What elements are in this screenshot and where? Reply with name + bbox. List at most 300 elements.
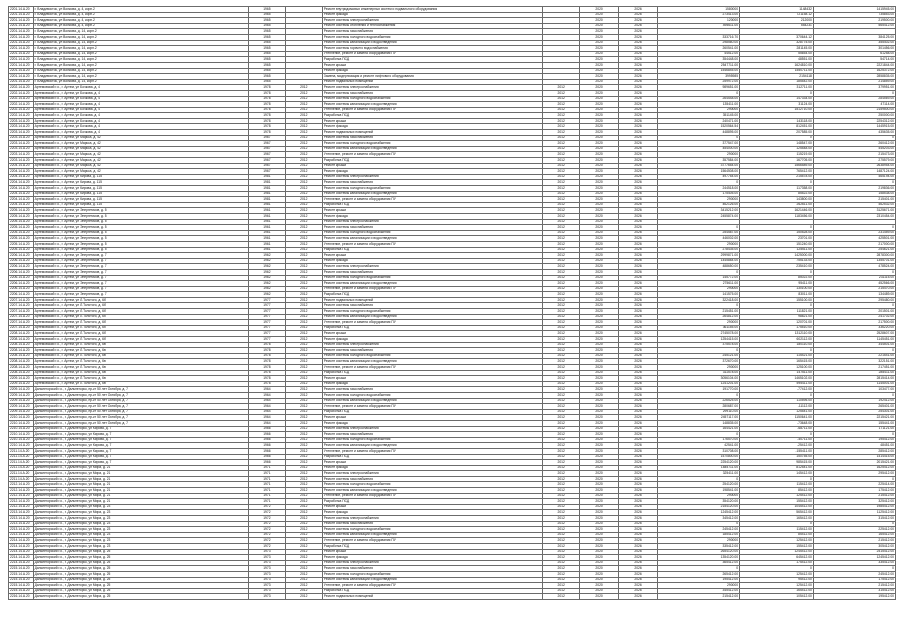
survey-year-cell: 2012 (543, 482, 580, 488)
work-type-cell: Ремонт системы электроснабжения (322, 18, 542, 24)
work-type-cell: Ремонт системы газоснабжения (322, 387, 542, 393)
cost-used-cell: 165412.00 (740, 516, 814, 522)
cost-used-cell: 143118.00 (740, 118, 814, 124)
build-year-cell: 1973 (248, 549, 285, 555)
survey-year-cell: 2012 (543, 258, 580, 264)
cost-total-cell: 315412.00 (813, 516, 895, 522)
build-year-cell: 1964 (248, 398, 285, 404)
cost-total-cell: 1445915.00 (813, 124, 895, 130)
plan-start-year-cell: 2020 (580, 29, 619, 35)
row-code-cell: 2213.14.A.20 (9, 521, 34, 527)
plan-end-year-cell: 2026 (619, 331, 658, 337)
cost-estimate-cell: 311578.00 (658, 370, 740, 376)
build-year-cell: 1972 (248, 504, 285, 510)
address-cell: Артемовский г.о., г. Артем, ул Маркса, д. 42 (33, 152, 248, 158)
survey-year-cell: 2012 (543, 169, 580, 175)
plan-end-year-cell: 2026 (619, 544, 658, 550)
cost-total-cell: 315412.00 (813, 588, 895, 594)
plan-end-year-cell: 2026 (619, 309, 658, 315)
survey-year-cell: 2012 (543, 404, 580, 410)
privatization-year-cell: 2012 (285, 437, 322, 443)
plan-start-year-cell: 2020 (580, 303, 619, 309)
address-cell: Дальнегорский г.о., г. Дальнегорск, ул Мира, д. 23 (33, 510, 248, 516)
build-year-cell: 1972 (248, 510, 285, 516)
privatization-year-cell: 2012 (285, 186, 322, 192)
cost-used-cell: 602112.00 (740, 337, 814, 343)
build-year-cell: 1961 (248, 230, 285, 236)
address-cell: Артемовский г.о., г. Артем, ул Энергетиков, д. 7 (33, 275, 248, 281)
cost-used-cell: 105412.00 (740, 594, 814, 600)
plan-end-year-cell: 2026 (619, 118, 658, 124)
privatization-year-cell: 2012 (285, 219, 322, 225)
work-type-cell: Утепление, ремонт и замена оборудования ПУ (322, 152, 542, 158)
plan-end-year-cell: 2026 (619, 79, 658, 85)
privatization-year-cell: 2012 (285, 213, 322, 219)
build-year-cell: 1967 (248, 146, 285, 152)
cost-total-cell: 254621.00 (813, 247, 895, 253)
row-code-cell: 2211.14.A.20 (9, 460, 34, 466)
address-cell: Артемовский г.о., г. Артем, ул Кирова, д. 115 (33, 180, 248, 186)
plan-end-year-cell: 2026 (619, 213, 658, 219)
address-cell: Дальнегорский г.о., г. Дальнегорск, ул Мира, д. 25 (33, 588, 248, 594)
plan-start-year-cell: 2020 (580, 247, 619, 253)
build-year-cell: 1977 (248, 314, 285, 320)
address-cell: г. Владивосток, ул Волкова, д. 14, корп.2 (33, 40, 248, 46)
cost-estimate-cell: 244518.00 (658, 186, 740, 192)
row-code-cell: 2206.14.A.20 (9, 286, 34, 292)
plan-start-year-cell: 2020 (580, 292, 619, 298)
survey-year-cell: 2012 (543, 202, 580, 208)
build-year-cell: 1965 (248, 12, 285, 18)
row-code-cell: 2211.14.A.20 (9, 471, 34, 477)
survey-year-cell: 2012 (543, 241, 580, 247)
build-year-cell: 1977 (248, 325, 285, 331)
cost-total-cell: 219500.00 (813, 18, 895, 24)
cost-estimate-cell: 1241201.00 (658, 381, 740, 387)
work-type-cell: Ремонт системы электроснабжения (322, 342, 542, 348)
cost-estimate-cell: 357584.00 (658, 158, 740, 164)
cost-estimate-cell: 1354120.00 (658, 555, 740, 561)
cost-estimate-cell: 446002.00 (658, 236, 740, 242)
cost-used-cell: 83011.00 (740, 292, 814, 298)
address-cell: Артемовский г.о., г. Артем, ул Л.Толстого, д. 6в (33, 359, 248, 365)
survey-year-cell: 2012 (543, 510, 580, 516)
privatization-year-cell: 2012 (285, 286, 322, 292)
survey-year-cell: 2012 (543, 348, 580, 354)
cost-total-cell: 217000.00 (813, 241, 895, 247)
cost-estimate-cell: 354448.00 (658, 57, 740, 63)
privatization-year-cell: 2012 (285, 465, 322, 471)
cost-used-cell: 812541.00 (740, 465, 814, 471)
work-type-cell: Ремонт системы газоснабжения (322, 135, 542, 141)
build-year-cell: 1961 (248, 225, 285, 231)
plan-end-year-cell: 2026 (619, 521, 658, 527)
work-type-cell: Ремонт крыши (322, 415, 542, 421)
cost-estimate-cell: 198541.00 (658, 488, 740, 494)
plan-end-year-cell: 2026 (619, 482, 658, 488)
plan-start-year-cell: 2020 (580, 381, 619, 387)
address-cell: Артемовский г.о., г. Артем, ул Энергетиков, д. 5 (33, 241, 248, 247)
privatization-year-cell: 2012 (285, 387, 322, 393)
address-cell: Артемовский г.о., г. Артем, ул Л.Толстого, д. 6б (33, 325, 248, 331)
plan-end-year-cell: 2026 (619, 404, 658, 410)
privatization-year-cell: 2012 (285, 264, 322, 270)
cost-used-cell: 143800.00 (740, 197, 814, 203)
address-cell: Артемовский г.о., г. Артем, ул Л.Толстого, д. 6б (33, 314, 248, 320)
plan-end-year-cell: 2026 (619, 281, 658, 287)
cost-used-cell: 1624810.00 (740, 62, 814, 68)
row-code-cell: 2210.14.A.20 (9, 437, 34, 443)
survey-year-cell: 2012 (543, 577, 580, 583)
privatization-year-cell: 2012 (285, 174, 322, 180)
plan-end-year-cell: 2026 (619, 465, 658, 471)
work-type-cell: Утепление, ремонт и замена оборудования ПУ (322, 583, 542, 589)
plan-start-year-cell: 2020 (580, 230, 619, 236)
cost-estimate-cell: 260541.00 (658, 46, 740, 52)
row-code-cell: 2209.14.A.20 (9, 381, 34, 387)
work-type-cell: Утепление, ремонт и замена оборудования ПУ (322, 51, 542, 57)
build-year-cell: 1971 (248, 471, 285, 477)
cost-estimate-cell: 3995985 (658, 74, 740, 80)
work-type-cell: Ремонт системы холодного водоснабжения (322, 96, 542, 102)
privatization-year-cell: 2012 (285, 202, 322, 208)
cost-used-cell: 148547.00 (740, 141, 814, 147)
plan-start-year-cell: 2020 (580, 588, 619, 594)
cost-used-cell: 0 (740, 521, 814, 527)
cost-total-cell: 175412.00 (813, 488, 895, 494)
work-type-cell: Замена, модернизация и ремонт лифтового оборудования (322, 74, 542, 80)
plan-end-year-cell: 2026 (619, 186, 658, 192)
cost-estimate-cell: 290000 (658, 320, 740, 326)
privatization-year-cell: 2012 (285, 376, 322, 382)
cost-total-cell: 1145001.00 (813, 381, 895, 387)
privatization-year-cell: 2012 (285, 588, 322, 594)
cost-total-cell: 219836.00 (813, 186, 895, 192)
address-cell: Артемовский г.о., г. Артем, ул Энергетиков, д. 7 (33, 264, 248, 270)
build-year-cell: 1981 (248, 186, 285, 192)
cost-estimate-cell: 185412.00 (658, 532, 740, 538)
survey-year-cell: 2012 (543, 426, 580, 432)
work-type-cell: Ремонт системы газоснабжения (322, 432, 542, 438)
cost-estimate-cell: 989651.00 (658, 85, 740, 91)
work-type-cell: Ремонт фасада (322, 68, 542, 74)
cost-used-cell: 95411.00 (740, 281, 814, 287)
cost-total-cell: 48451.00 (813, 443, 895, 449)
cost-used-cell: 115421.00 (740, 353, 814, 359)
plan-end-year-cell: 2026 (619, 135, 658, 141)
work-type-cell: Ремонт фасада (322, 381, 542, 387)
survey-year-cell: 2012 (543, 107, 580, 113)
survey-year-cell: 2012 (543, 521, 580, 527)
survey-year-cell: 2012 (543, 560, 580, 566)
work-type-cell: Утепление, ремонт и замена оборудования ПУ (322, 320, 542, 326)
plan-end-year-cell: 2026 (619, 448, 658, 454)
cost-estimate-cell: 254120.00 (658, 482, 740, 488)
cost-total-cell: 134489.00 (813, 292, 895, 298)
survey-year-cell: 2012 (543, 504, 580, 510)
row-code-cell: 2206.14.A.20 (9, 281, 34, 287)
build-year-cell: 1972 (248, 527, 285, 533)
cost-used-cell: 115412.00 (740, 482, 814, 488)
row-code-cell: 2207.14.A.20 (9, 303, 34, 309)
cost-used-cell: 125412.00 (740, 493, 814, 499)
work-type-cell: Утепление, ремонт и замена оборудования ПУ (322, 365, 542, 371)
cost-total-cell: 231459.00 (813, 230, 895, 236)
privatization-year-cell: 2012 (285, 404, 322, 410)
address-cell: Дальнегорский г.о., г. Дальнегорск, пр-кт 50 лет Октября, д. 7 (33, 392, 248, 398)
cost-estimate-cell: 141575.00 (658, 292, 740, 298)
plan-start-year-cell: 2020 (580, 158, 619, 164)
cost-total-cell: 0 (813, 90, 895, 96)
cost-total-cell: 285411.00 (813, 370, 895, 376)
cost-estimate-cell: 290000 (658, 365, 740, 371)
plan-start-year-cell: 2020 (580, 118, 619, 124)
cost-used-cell: 262611.00 (740, 202, 814, 208)
privatization-year-cell: 2012 (285, 337, 322, 343)
privatization-year-cell: 2012 (285, 392, 322, 398)
address-cell: Артемовский г.о., г. Артем, ул Л.Толстого, д. 6б (33, 297, 248, 303)
row-code-cell: 2214.14.A.20 (9, 560, 34, 566)
row-code-cell: 2201.14.A.20 (9, 7, 34, 13)
cost-total-cell: 103477.00 (813, 387, 895, 393)
cost-used-cell: 165412.00 (740, 588, 814, 594)
build-year-cell: 1965 (248, 29, 285, 35)
work-type-cell: Ремонт крыши (322, 253, 542, 259)
cost-estimate-cell: 280687.00 (658, 404, 740, 410)
cost-estimate-cell: 290000 (658, 538, 740, 544)
cost-estimate-cell: 454000.00 (658, 146, 740, 152)
cost-total-cell: 2528607.00 (813, 331, 895, 337)
plan-start-year-cell: 2020 (580, 241, 619, 247)
plan-end-year-cell: 2026 (619, 426, 658, 432)
cost-estimate-cell: 0 (658, 180, 740, 186)
address-cell: Артемовский г.о., г. Артем, ул Энергетиков, д. 5 (33, 230, 248, 236)
work-type-cell: Ремонт системы газоснабжения (322, 348, 542, 354)
row-code-cell: 2201.14.A.20 (9, 79, 34, 85)
plan-start-year-cell: 2020 (580, 516, 619, 522)
plan-start-year-cell: 2020 (580, 130, 619, 136)
cost-used-cell: 2154118 (740, 74, 814, 80)
cost-estimate-cell: 290000 (658, 241, 740, 247)
privatization-year-cell: 2012 (285, 331, 322, 337)
cost-total-cell: 301456.00 (813, 46, 895, 52)
cost-estimate-cell: 245121.00 (658, 353, 740, 359)
plan-end-year-cell: 2026 (619, 516, 658, 522)
cost-used-cell: 125412.00 (740, 538, 814, 544)
plan-start-year-cell: 2020 (580, 219, 619, 225)
privatization-year-cell: 2012 (285, 107, 322, 113)
privatization-year-cell: 2012 (285, 269, 322, 275)
row-code-cell: 2202.14.A.20 (9, 102, 34, 108)
address-cell: Артемовский г.о., г. Артем, ул Энергетиков, д. 7 (33, 286, 248, 292)
plan-start-year-cell: 2020 (580, 18, 619, 24)
survey-year-cell: 2012 (543, 96, 580, 102)
row-code-cell: 2213.14.A.20 (9, 532, 34, 538)
work-type-cell: Ремонт фасада (322, 337, 542, 343)
cost-estimate-cell: 290000 (658, 107, 740, 113)
cost-estimate-cell: 2455874.00 (658, 213, 740, 219)
address-cell: Дальнегорский г.о., г. Дальнегорск, ул Кирова, д. 7 (33, 448, 248, 454)
build-year-cell: 1965 (248, 7, 285, 13)
build-year-cell: 1978 (248, 359, 285, 365)
cost-estimate-cell: 375578.00 (658, 342, 740, 348)
work-type-cell: Утепление, ремонт и замена оборудования ПУ (322, 493, 542, 499)
plan-end-year-cell: 2026 (619, 51, 658, 57)
cost-total-cell: 335412.00 (813, 560, 895, 566)
cost-total-cell: 215401.00 (813, 197, 895, 203)
plan-end-year-cell: 2026 (619, 68, 658, 74)
cost-used-cell: 0 (740, 348, 814, 354)
cost-used-cell: 175412.00 (740, 560, 814, 566)
cost-total-cell: 1125412.00 (813, 510, 895, 516)
plan-end-year-cell: 2026 (619, 353, 658, 359)
privatization-year-cell: 2012 (285, 544, 322, 550)
plan-start-year-cell: 2020 (580, 476, 619, 482)
cost-estimate-cell: 322418.00 (658, 297, 740, 303)
cost-total-cell: 265401.00 (813, 404, 895, 410)
privatization-year-cell: 2012 (285, 325, 322, 331)
address-cell: г. Владивосток, ул Волкова, д. 14, корп.2 (33, 29, 248, 35)
row-code-cell: 2208.14.A.20 (9, 370, 34, 376)
cost-used-cell: 595411.00 (740, 381, 814, 387)
cost-used-cell: 1245412.00 (740, 549, 814, 555)
cost-total-cell: 1415945.00 (813, 7, 895, 13)
cost-total-cell: 250000.00 (813, 113, 895, 119)
work-type-cell: Ремонт фасада (322, 213, 542, 219)
survey-year-cell: 2012 (543, 516, 580, 522)
row-code-cell: 2213.14.A.20 (9, 510, 34, 516)
plan-start-year-cell: 2020 (580, 264, 619, 270)
survey-year-cell: 2012 (543, 281, 580, 287)
cost-total-cell: 435635.00 (813, 130, 895, 136)
row-code-cell: 2201.14.A.20 (9, 23, 34, 29)
build-year-cell: 1966 (248, 437, 285, 443)
privatization-year-cell: 2012 (285, 303, 322, 309)
cost-estimate-cell: 325411.00 (658, 471, 740, 477)
privatization-year-cell: 2012 (285, 247, 322, 253)
cost-estimate-cell: 254587.00 (658, 230, 740, 236)
cost-estimate-cell: 264812.00 (658, 314, 740, 320)
cost-used-cell: 185542.00 (740, 79, 814, 85)
plan-end-year-cell: 2026 (619, 471, 658, 477)
cost-estimate-cell: 462126.00 (658, 202, 740, 208)
plan-start-year-cell: 2020 (580, 107, 619, 113)
plan-start-year-cell: 2020 (580, 493, 619, 499)
plan-start-year-cell: 2020 (580, 532, 619, 538)
plan-start-year-cell: 2020 (580, 342, 619, 348)
work-type-cell: Ремонт системы холодного водоснабжения (322, 527, 542, 533)
survey-year-cell: 2012 (543, 152, 580, 158)
plan-end-year-cell: 2026 (619, 566, 658, 572)
survey-year-cell: 2012 (543, 286, 580, 292)
cost-total-cell: 2159500.00 (813, 107, 895, 113)
cost-estimate-cell: 3056104.00 (658, 376, 740, 382)
privatization-year-cell: 2012 (285, 476, 322, 482)
row-code-cell: 2201.14.A.20 (9, 18, 34, 24)
address-cell: Артемовский г.о., г. Артем, ул Бочкова, д. 4 (33, 124, 248, 130)
survey-year-cell: 2012 (543, 398, 580, 404)
plan-start-year-cell: 2020 (580, 208, 619, 214)
privatization-year-cell: 2012 (285, 460, 322, 466)
cost-total-cell: 462532.00 (813, 202, 895, 208)
capital-repair-table (8, 6, 896, 600)
build-year-cell: 1962 (248, 264, 285, 270)
survey-year-cell: 2012 (543, 365, 580, 371)
table-row (9, 594, 896, 600)
cost-total-cell: 379951.00 (813, 85, 895, 91)
cost-used-cell: 1183456.00 (740, 213, 814, 219)
cost-total-cell: 1487124.00 (813, 169, 895, 175)
cost-estimate-cell: 0 (658, 303, 740, 309)
address-cell: г. Владивосток, ул Волкова, д. 14, корп.2 (33, 74, 248, 80)
build-year-cell: 1962 (248, 253, 285, 259)
survey-year-cell: 2012 (543, 118, 580, 124)
plan-start-year-cell: 2020 (580, 169, 619, 175)
address-cell: г. Владивосток, ул Волкова, д. 14, корп.2 (33, 34, 248, 40)
work-type-cell: Утепление, ремонт и замена оборудования ПУ (322, 241, 542, 247)
build-year-cell: 1977 (248, 309, 285, 315)
cost-total-cell: 305412.00 (813, 544, 895, 550)
survey-year-cell: 2012 (543, 102, 580, 108)
address-cell: Артемовский г.о., г. Артем, ул Кирова, д. 115 (33, 186, 248, 192)
work-type-cell: Разработка ПСД (322, 325, 542, 331)
address-cell: Дальнегорский г.о., г. Дальнегорск, ул Мира, д. 23 (33, 527, 248, 533)
cost-used-cell: 812451.00 (740, 124, 814, 130)
row-code-cell: 2215.14.A.20 (9, 583, 34, 589)
cost-used-cell: 125541.00 (740, 409, 814, 415)
cost-total-cell: 0 (813, 432, 895, 438)
address-cell: Дальнегорский г.о., г. Дальнегорск, ул Мира, д. 25 (33, 549, 248, 555)
cost-used-cell: 95412.00 (740, 577, 814, 583)
survey-year-cell: 2012 (543, 331, 580, 337)
work-type-cell: Разработка ПСД (322, 454, 542, 460)
plan-start-year-cell: 2020 (580, 521, 619, 527)
plan-start-year-cell: 2020 (580, 102, 619, 108)
plan-end-year-cell: 2026 (619, 286, 658, 292)
cost-used-cell: 281145.00 (740, 46, 814, 52)
survey-year-cell: 2012 (543, 544, 580, 550)
work-type-cell: Разработка ПСД (322, 158, 542, 164)
survey-year-cell: 2012 (543, 186, 580, 192)
plan-end-year-cell: 2026 (619, 370, 658, 376)
build-year-cell: 1965 (248, 79, 285, 85)
cost-used-cell: 150755.00 (740, 454, 814, 460)
work-type-cell: Разработка ПСД (322, 499, 542, 505)
cost-total-cell: 0 (813, 476, 895, 482)
plan-start-year-cell: 2020 (580, 258, 619, 264)
plan-end-year-cell: 2026 (619, 174, 658, 180)
work-type-cell: Ремонт фасада (322, 420, 542, 426)
cost-estimate-cell: 1564508.00 (658, 169, 740, 175)
work-type-cell: Ремонт системы канализации и водоотведения (322, 532, 542, 538)
address-cell: Дальнегорский г.о., г. Дальнегорск, ул Мира, д. 21 (33, 465, 248, 471)
privatization-year-cell: 2012 (285, 549, 322, 555)
cost-estimate-cell: 0 (658, 432, 740, 438)
address-cell: Артемовский г.о., г. Артем, ул Энергетиков, д. 7 (33, 258, 248, 264)
cost-used-cell: 0 (740, 269, 814, 275)
cost-used-cell: 111821.00 (740, 309, 814, 315)
plan-start-year-cell: 2020 (580, 197, 619, 203)
work-type-cell: Ремонт системы канализации и водоотведения (322, 146, 542, 152)
address-cell: Дальнегорский г.о., г. Дальнегорск, пр-кт 50 лет Октября, д. 7 (33, 398, 248, 404)
cost-total-cell: 1985412.00 (813, 504, 895, 510)
row-code-cell: 2213.14.A.20 (9, 527, 34, 533)
work-type-cell: Ремонт подвальных помещений (322, 297, 542, 303)
cost-used-cell: 1425000.00 (740, 253, 814, 259)
row-code-cell: 2208.14.A.20 (9, 337, 34, 343)
cost-total-cell: 217500.00 (813, 320, 895, 326)
row-code-cell: 2203.14.A.20 (9, 130, 34, 136)
